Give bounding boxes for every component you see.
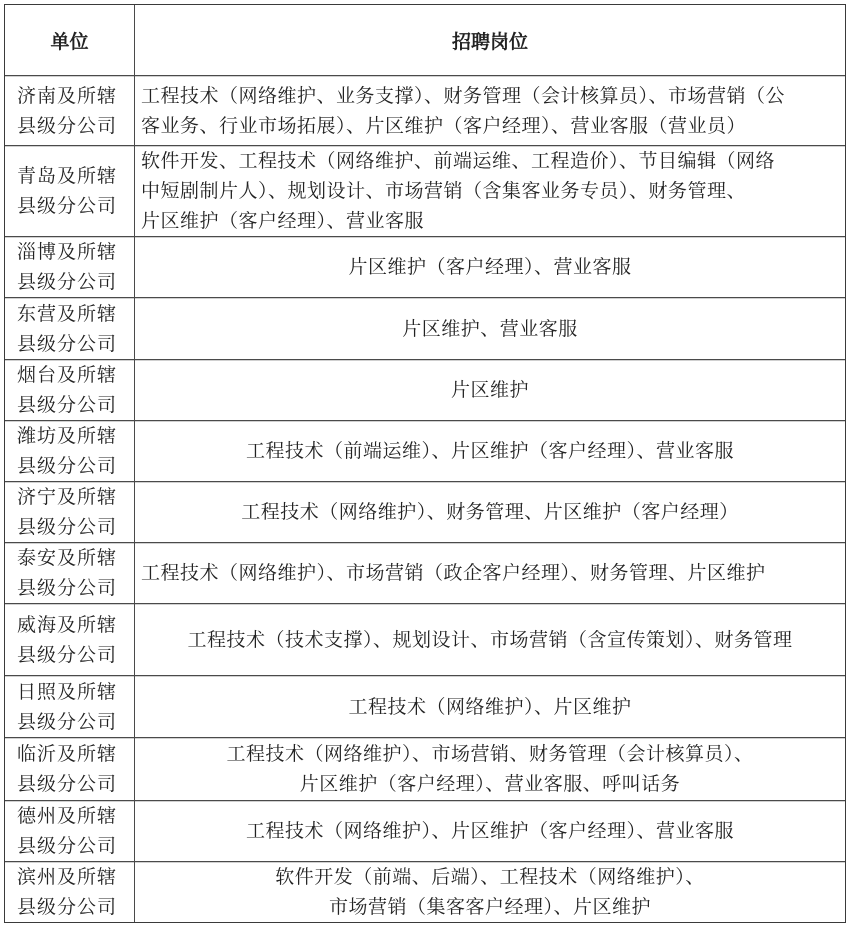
table-row [5, 801, 845, 862]
jobs-line: 工程技术（网络维护）、市场营销、财务管理（会计核算员）、 [226, 743, 754, 765]
jobs-cell [135, 676, 845, 738]
jobs-line: 工程技术（网络维护）、片区维护 [348, 695, 632, 718]
unit-cell [5, 543, 135, 604]
table-row [5, 360, 845, 421]
unit-cell [5, 298, 135, 360]
unit-line: 滨州及所辖 [17, 866, 118, 888]
unit-cell [5, 801, 135, 862]
jobs-line: 工程技术（前端运维）、片区维护（客户经理）、营业客服 [245, 440, 734, 462]
table-row [5, 738, 845, 801]
unit-line: 县级分公司 [17, 332, 118, 355]
unit-line: 临沂及所辖 [17, 743, 118, 765]
table-row [5, 421, 845, 482]
header-jobs: 招聘岗位 [135, 5, 845, 76]
unit-cell [5, 862, 135, 922]
unit-line: 县级分公司 [17, 577, 118, 599]
unit-line: 县级分公司 [17, 195, 118, 217]
recruitment-table-container [4, 4, 846, 922]
jobs-line: 工程技术（技术支撑）、规划设计、市场营销（含宣传策划）、财务管理 [187, 628, 793, 651]
jobs-line: 市场营销（集客客户经理）、片区维护 [328, 896, 651, 918]
unit-line: 县级分公司 [17, 271, 118, 293]
table-row [5, 543, 845, 604]
jobs-line: 工程技术（网络维护）、片区维护（客户经理）、营业客服 [245, 820, 734, 842]
unit-cell [5, 676, 135, 738]
unit-cell [5, 237, 135, 298]
unit-line: 泰安及所辖 [17, 547, 118, 569]
jobs-line: 片区维护（客户经理）、营业客服、呼叫话务 [299, 773, 681, 795]
unit-line: 县级分公司 [17, 773, 118, 795]
table-body [5, 76, 845, 922]
unit-line: 济南及所辖 [17, 84, 118, 107]
unit-cell [5, 360, 135, 421]
unit-line: 县级分公司 [17, 643, 118, 666]
jobs-cell [135, 543, 845, 604]
unit-line: 日照及所辖 [17, 680, 118, 703]
unit-cell [5, 604, 135, 676]
unit-line: 青岛及所辖 [17, 165, 118, 187]
jobs-cell [135, 360, 845, 421]
table-row [5, 237, 845, 298]
jobs-cell [135, 482, 845, 543]
unit-cell [5, 76, 135, 146]
table-row [5, 76, 845, 146]
unit-line: 潍坊及所辖 [17, 425, 118, 447]
jobs-line: 客业务、行业市场拓展）、片区维护（客户经理）、营业客服（营业员） [141, 114, 747, 137]
unit-line: 县级分公司 [17, 516, 118, 538]
unit-line: 县级分公司 [17, 835, 118, 857]
unit-line: 县级分公司 [17, 710, 118, 733]
jobs-cell [135, 862, 845, 922]
unit-line: 烟台及所辖 [17, 364, 118, 386]
unit-line: 德州及所辖 [17, 805, 118, 827]
jobs-cell [135, 76, 845, 146]
jobs-cell [135, 421, 845, 482]
table-row [5, 482, 845, 543]
jobs-cell [135, 801, 845, 862]
table-row [5, 604, 845, 676]
jobs-cell [135, 738, 845, 801]
recruitment-table [4, 4, 846, 923]
jobs-cell [135, 237, 845, 298]
unit-cell [5, 482, 135, 543]
unit-cell [5, 421, 135, 482]
jobs-line: 工程技术（网络维护）、市场营销（政企客户经理）、财务管理、片区维护 [141, 562, 766, 584]
table-row [5, 676, 845, 738]
unit-line: 威海及所辖 [17, 613, 118, 636]
unit-cell [5, 146, 135, 237]
jobs-line: 片区维护（客户经理）、营业客服 [348, 256, 632, 278]
table-row [5, 146, 845, 237]
jobs-line: 中短剧制片人）、规划设计、市场营销（含集客业务专员）、财务管理、 [141, 180, 747, 202]
unit-line: 县级分公司 [17, 896, 118, 918]
unit-line: 县级分公司 [17, 394, 118, 416]
table-row [5, 298, 845, 360]
jobs-cell [135, 604, 845, 676]
jobs-line: 片区维护 [450, 379, 529, 401]
unit-cell [5, 738, 135, 801]
unit-line: 东营及所辖 [17, 302, 118, 325]
unit-line: 济宁及所辖 [17, 486, 118, 508]
unit-line: 淄博及所辖 [17, 241, 118, 263]
jobs-line: 软件开发、工程技术（网络维护、前端运维、工程造价）、节目编辑（网络 [141, 150, 776, 172]
jobs-line: 软件开发（前端、后端）、工程技术（网络维护）、 [275, 866, 705, 888]
unit-line: 县级分公司 [17, 114, 118, 137]
table-row [5, 862, 845, 922]
jobs-line: 片区维护（客户经理）、营业客服 [141, 210, 425, 232]
header-unit: 单位 [5, 5, 135, 76]
unit-line: 县级分公司 [17, 455, 118, 477]
jobs-line: 片区维护、营业客服 [402, 317, 578, 340]
jobs-cell [135, 298, 845, 360]
jobs-line: 工程技术（网络维护）、财务管理、片区维护（客户经理） [241, 501, 739, 523]
jobs-cell [135, 146, 845, 237]
jobs-line: 工程技术（网络维护、业务支撑）、财务管理（会计核算员）、市场营销（公 [141, 84, 786, 107]
table-header-row [5, 5, 845, 76]
